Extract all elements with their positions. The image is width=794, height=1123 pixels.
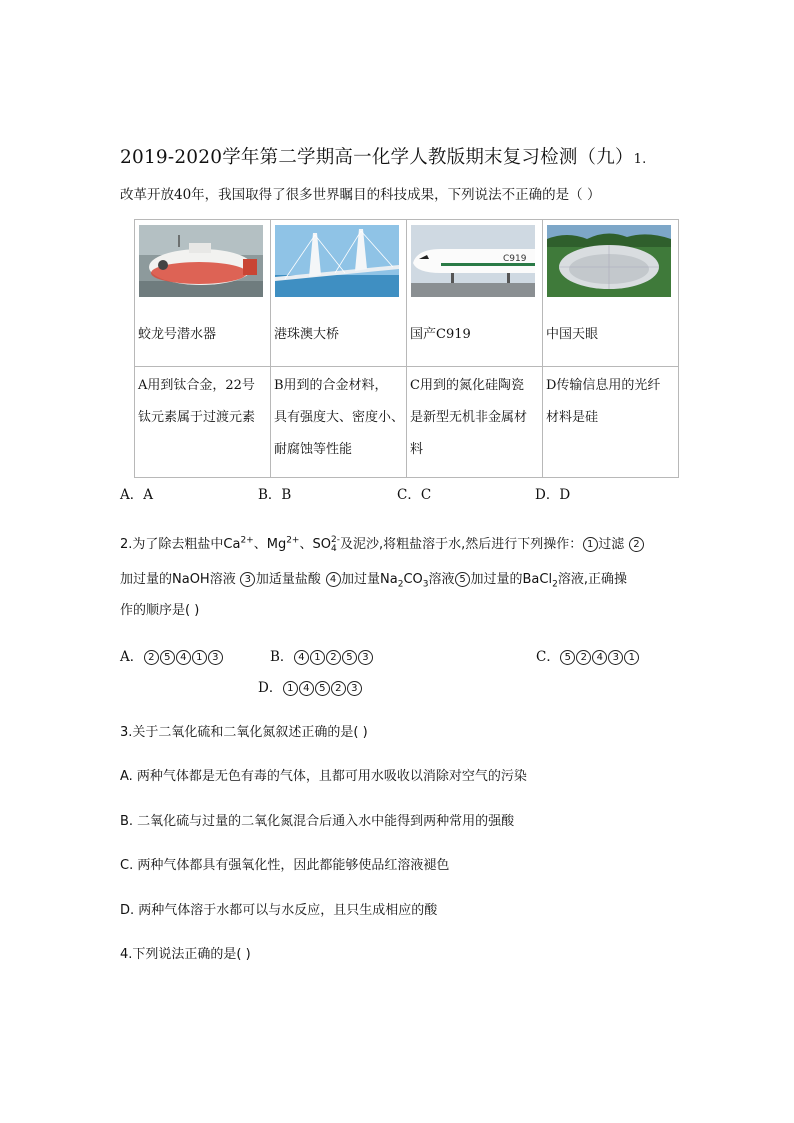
q1-caption-b: 港珠澳大桥: [274, 327, 340, 342]
q3-option-b: B. 二氧化硫与过量的二氧化氮混合后通入水中能得到两种常用的强酸: [120, 814, 515, 829]
sequence-step: 2: [144, 650, 159, 665]
q1-caption-c: 国产C919: [410, 327, 471, 342]
option-label: B．: [270, 649, 294, 665]
sequence-step: 3: [358, 650, 373, 665]
q1-option-b: B．B: [258, 487, 292, 503]
q2-op5: 加过量的BaCl: [470, 572, 553, 587]
exam-title: [120, 143, 646, 169]
so4-charge: 2-: [330, 534, 340, 545]
plane-label: C919: [503, 254, 527, 264]
step-marker: 5: [455, 572, 470, 587]
q1-desc-c-line3: 料: [410, 442, 424, 457]
q2-op1: 过滤: [598, 537, 625, 552]
q1-option-c: C．C: [397, 487, 432, 503]
q1-caption-a: 蛟龙号潜水器: [138, 327, 217, 342]
q2-op5: 溶液,正确操: [557, 572, 627, 587]
sequence-step: 5: [342, 650, 357, 665]
option-sequence: [293, 649, 373, 665]
q1-desc-b: [271, 367, 407, 478]
q1-desc-a-line1: A用到钛合金，22号: [138, 378, 255, 393]
q2-op4: 溶液: [428, 572, 455, 587]
telescope-photo: [547, 225, 671, 297]
option-sequence: [560, 649, 640, 665]
q1-option-d: D．D: [535, 487, 571, 503]
option-label: A．: [120, 649, 144, 665]
subscript: 2: [397, 579, 404, 590]
q1-cell-submersible: [135, 220, 271, 367]
sequence-step: 5: [315, 681, 330, 696]
q2-line2: [120, 568, 627, 590]
sequence-step: 2: [576, 650, 591, 665]
step-marker: 2: [629, 537, 644, 552]
sequence-step: 5: [160, 650, 175, 665]
q2-text: 2.为了除去粗盐中Ca: [120, 537, 241, 552]
q2-option-d: [258, 676, 362, 696]
q1-option-a: A．A: [120, 487, 153, 503]
q1-number: 1.: [633, 152, 647, 167]
ca-charge: 2+: [240, 535, 254, 546]
sequence-step: 1: [283, 681, 298, 696]
q2-op4: 加过量Na: [341, 572, 398, 587]
option-label: D．: [258, 680, 283, 696]
q1-desc-c: [407, 367, 543, 478]
q2-option-a: [120, 645, 223, 665]
q1-desc-a: [135, 367, 271, 478]
sequence-step: 4: [299, 681, 314, 696]
option-sequence: [143, 649, 223, 665]
q3-option-d: D. 两种气体溶于水都可以与水反应，且只生成相应的酸: [120, 903, 438, 918]
q1-caption-d: 中国天眼: [546, 327, 599, 342]
q2-option-b: [270, 645, 373, 665]
q1-cell-airplane: [407, 220, 543, 367]
q3-option-c: C. 两种气体都具有强氧化性，因此都能够使品红溶液褪色: [120, 858, 450, 873]
q1-desc-d-line1: D传输信息用的光纤: [546, 378, 661, 393]
q2-line1: [120, 533, 644, 554]
sequence-step: 3: [347, 681, 362, 696]
sequence-step: 2: [331, 681, 346, 696]
sequence-step: 3: [208, 650, 223, 665]
q1-cell-telescope: [543, 220, 679, 367]
q1-desc-c-line1: C用到的氮化硅陶瓷: [410, 378, 524, 393]
q2-text: 、SO: [299, 537, 331, 552]
sequence-step: 5: [560, 650, 575, 665]
q4-stem: 4.下列说法正确的是( ): [120, 947, 251, 962]
airplane-photo: [411, 225, 535, 297]
step-marker: 4: [326, 572, 341, 587]
q1-table: [134, 219, 679, 478]
q2-op4: CO: [403, 572, 423, 587]
sequence-step: 4: [592, 650, 607, 665]
q2-text: 及泥沙,将粗盐溶于水,然后进行下列操作：: [339, 537, 583, 552]
q1-desc-b-line2: 具有强度大、密度小、: [274, 410, 405, 425]
q2-op3: 加适量盐酸: [255, 572, 321, 587]
q2-option-c: [536, 645, 640, 665]
q1-cell-bridge: [271, 220, 407, 367]
sequence-step: 1: [310, 650, 325, 665]
bridge-photo: [275, 225, 399, 297]
sequence-step: 1: [192, 650, 207, 665]
so4-subscript: 4: [330, 543, 337, 554]
mg-charge: 2+: [286, 535, 300, 546]
subscript: 3: [422, 579, 429, 590]
step-marker: 1: [583, 537, 598, 552]
subscript: 2: [552, 579, 558, 590]
q1-stem: 改革开放40年，我国取得了很多世界瞩目的科技成果，下列说法不正确的是（ ）: [120, 187, 601, 203]
q2-op2: 加过量的NaOH溶液: [120, 572, 236, 587]
option-label: C．: [536, 649, 560, 665]
q3-option-a: A. 两种气体都是无色有毒的气体，且都可用水吸收以消除对空气的污染: [120, 769, 527, 784]
q1-desc-d-line2: 材料是硅: [546, 410, 599, 425]
submersible-photo: [139, 225, 263, 297]
sequence-step: 1: [624, 650, 639, 665]
q2-line3: 作的顺序是( ): [120, 603, 200, 618]
q1-desc-a-line2: 钛元素属于过渡元素: [138, 410, 256, 425]
option-sequence: [282, 680, 362, 696]
q1-desc-d: [543, 367, 679, 478]
q3-stem: 3.关于二氧化硫和二氧化氮叙述正确的是( ): [120, 725, 368, 740]
step-marker: 3: [240, 572, 255, 587]
sequence-step: 4: [176, 650, 191, 665]
q1-desc-b-line3: 耐腐蚀等性能: [274, 442, 353, 457]
exam-title-text: 2019-2020学年第二学期高一化学人教版期末复习检测（九）: [120, 147, 634, 168]
sequence-step: 2: [326, 650, 341, 665]
q1-desc-b-line1: B用到的合金材料，: [274, 378, 388, 393]
q1-desc-c-line2: 是新型无机非金属材: [410, 410, 528, 425]
sequence-step: 4: [294, 650, 309, 665]
q2-text: 、Mg: [253, 537, 287, 552]
sequence-step: 3: [608, 650, 623, 665]
